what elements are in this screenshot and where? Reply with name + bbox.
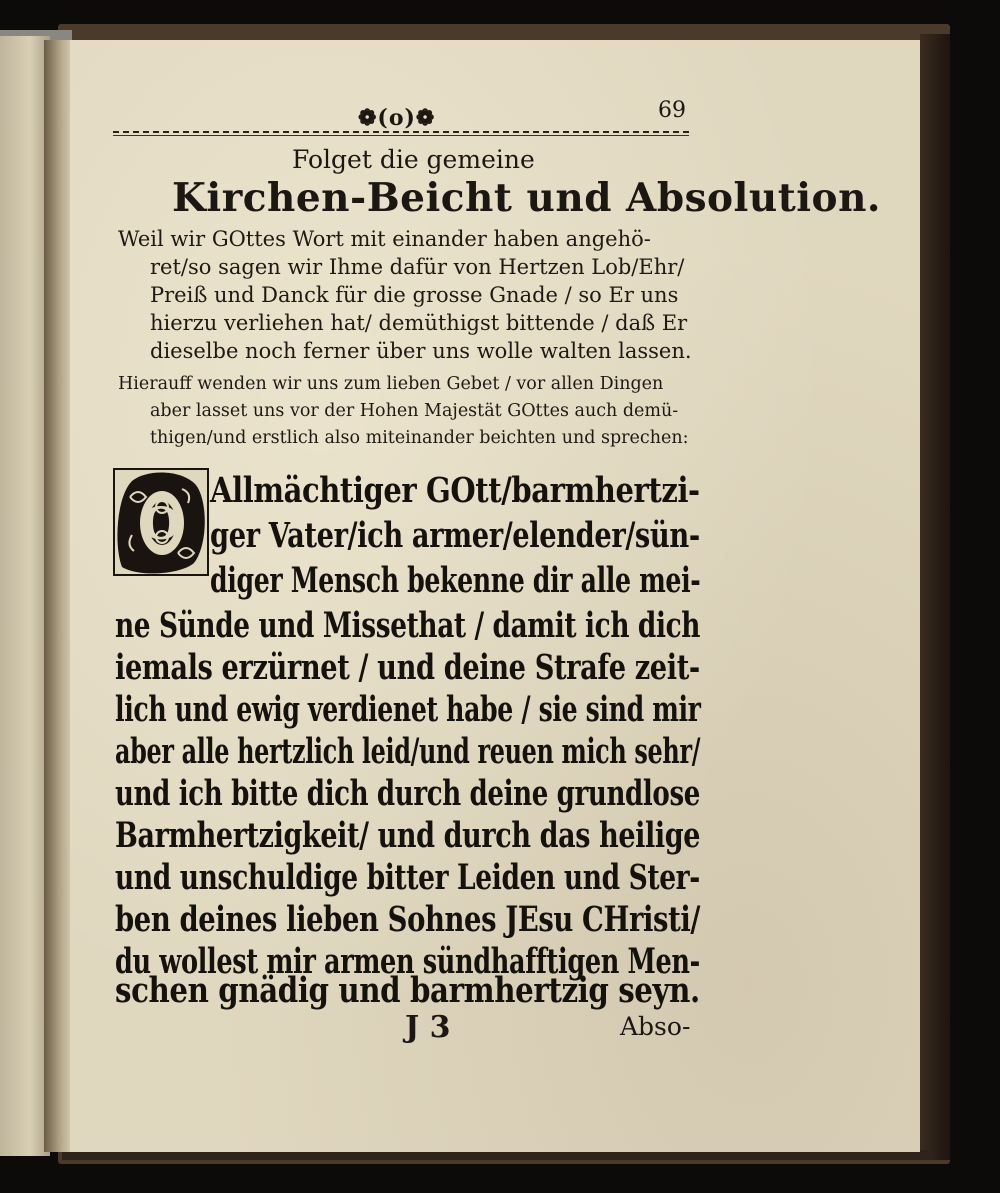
catchword: Abso- [620,1012,691,1041]
decorated-initial-o [112,467,210,577]
prayer-line: ben deines lieben Sohnes JEsu CHristi/ [115,899,700,940]
signature-mark: J 3 [405,1010,451,1045]
prayer-line: ne Sünde und Missethat / damit ich dich [115,605,701,646]
prayer-line: lich und ewig verdienet habe / sie sind mir [115,689,701,730]
page-number: 69 [658,98,686,123]
initial-letter: O [141,499,181,550]
rubric-line: thigen/und erstlich also miteinander beichten und sprechen: [150,428,689,448]
prayer-line: und ich bitte dich durch deine grundlose [115,773,700,814]
prayer-line: iemals erzürnet / und deine Strafe zeit- [115,647,700,688]
section-title: Kirchen-Beicht und Absolution. [172,175,882,221]
header-ornament: ❁(o)❁ [358,105,436,131]
book-gutter [44,40,70,1152]
prayer-line: und unschuldige bitter Leiden und Ster- [115,857,700,898]
prayer-line: schen gnädig und barmhertzig seyn. [115,970,700,1011]
header-rule-underline [113,135,689,136]
prayer-line: Barmhertzigkeit/ und durch das heilige [115,815,701,856]
intro-line: hierzu verliehen hat/ demüthigst bittende / daß Er [150,311,688,335]
prayer-line: aber alle hertzlich leid/und reuen mich sehr/ [115,731,701,772]
intro-line: dieselbe noch ferner über uns wolle walten lassen. [150,339,692,363]
prayer-line: du wollest mir armen sündhafftigen Men- [115,941,700,982]
prayer-line: diger Mensch bekenne dir alle mei- [210,560,701,601]
intro-line: ret/so sagen wir Ihme dafür von Hertzen Lob/Ehr/ [150,255,685,279]
page-right-edge-shadow [920,34,950,1160]
prayer-line: Allmächtiger GOtt/barmhertzi- [210,470,700,511]
intro-line: Preiß und Danck für die grosse Gnade / so Er uns [150,283,679,307]
intro-line: Weil wir GOttes Wort mit einander haben angehö- [118,227,651,251]
rubric-line: Hierauff wenden wir uns zum lieben Gebet / vor allen Dingen [118,374,664,394]
left-page-edge [0,36,50,1156]
rubric-line: aber lasset uns vor der Hohen Majestät GOttes auch demü- [150,401,679,421]
prayer-line: ger Vater/ich armer/elender/sün- [210,515,700,556]
section-subtitle: Folget die gemeine [292,145,535,174]
